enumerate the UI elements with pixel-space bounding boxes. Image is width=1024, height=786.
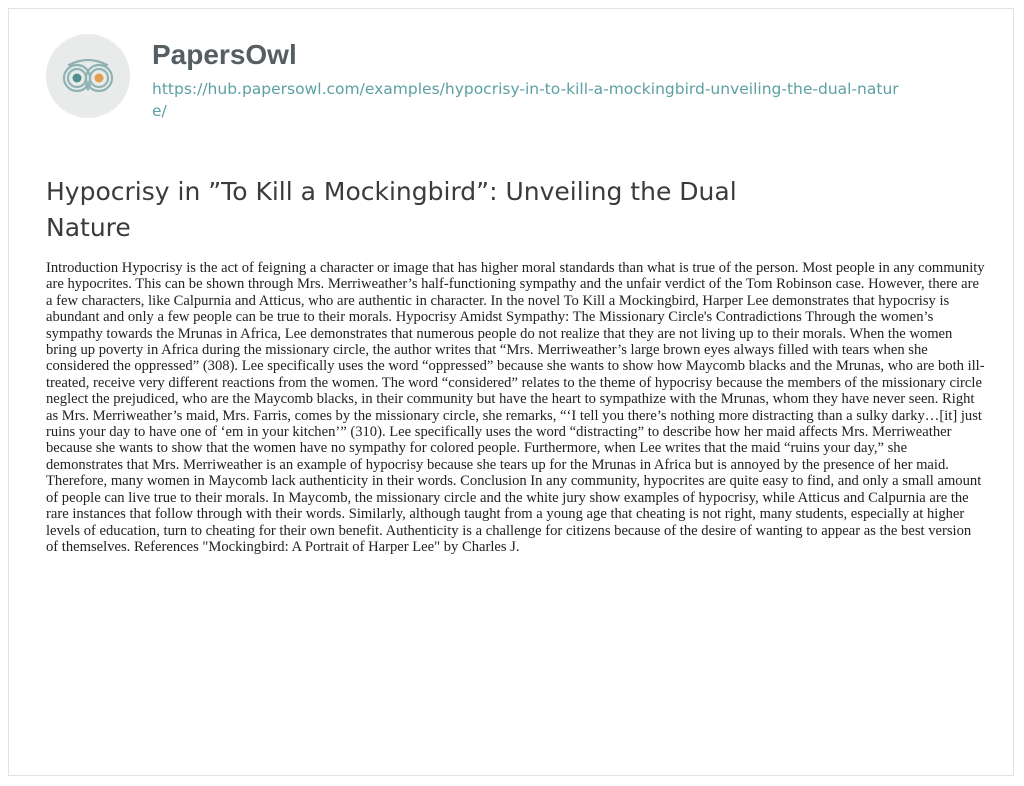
brand-block [152,38,912,122]
source-url-link[interactable]: https://hub.papersowl.com/examples/hypocrisy-in-to-kill-a-mockingbird-unveiling-the-dual-nature/ [152,80,899,120]
brand-name[interactable]: PapersOwl [152,39,297,70]
article-title: Hypocrisy in ”To Kill a Mockingbird”: Unveiling the Dual Nature [46,177,737,242]
owl-logo-graphic [57,45,119,107]
owl-logo-icon[interactable] [46,34,130,118]
site-header [46,34,912,122]
article-body: Introduction Hypocrisy is the act of feigning a character or image that has higher moral standards than what is true of the person. Most people in any community are hypocrites. This can be shown through Mrs. Merriweather’s half-functioning sympathy and the unfair verdict of the Tom Robinson case. However, there are a few characters, like Calpurnia and Atticus, who are authentic in character. In the novel To Kill a Mockingbird, Harper Lee demonstrates that hypocrisy is abundant and only a few people can be true to their morals. Hypocrisy Amidst Sympathy: The Missionary Circle's Contradictions Through the women’s sympathy towards the Mrunas in Africa, Lee demonstrates that numerous people do not realize that they are not living up to their morals. When the women bring up poverty in Africa during the missionary circle, the author writes that “Mrs. Merriweather’s large brown eyes always filled with tears when she considered the oppressed” (308). Lee specifically uses the word “oppressed” because she wants to show how Maycomb blacks and the Mrunas, who are both ill-treated, receive very different reactions from the women. The word “considered” relates to the theme of hypocrisy because the members of the missionary circle neglect the prejudiced, who are the Maycomb blacks, in their community but have the heart to sympathize with the Mrunas, whom they have never seen. Right as Mrs. Merriweather’s maid, Mrs. Farris, comes by the missionary circle, she remarks, “‘I tell you there’s nothing more distracting than a sulky darky…[it] just ruins your day to have one of ‘em in your kitchen’” (310). Lee specifically uses the word “distracting” to describe how her maid affects Mrs. Merriweather because she wants to show that the women have no sympathy for colored people. Furthermore, when Lee writes that the maid “ruins your day,” she demonstrates that Mrs. Merriweather is an example of hypocrisy because she tears up for the Mrunas in Africa but is annoyed by the presence of her maid. Therefore, many women in Maycomb lack authenticity in their words. Conclusion In any community, hypocrites are quite easy to find, and only a small amount of people can live true to their morals. In Maycomb, the missionary circle and the white jury show examples of hypocrisy, while Atticus and Calpurnia are the rare instances that follow through with their words. Similarly, although taught from a young age that cheating is not right, many students, especially at higher levels of education, turn to cheating for their own benefit. Authenticity is a challenge for citizens because of the desire of wanting to appear as the best version of themselves. References "Mockingbird: A Portrait of Harper Lee" by Charles J. [46,260,985,555]
